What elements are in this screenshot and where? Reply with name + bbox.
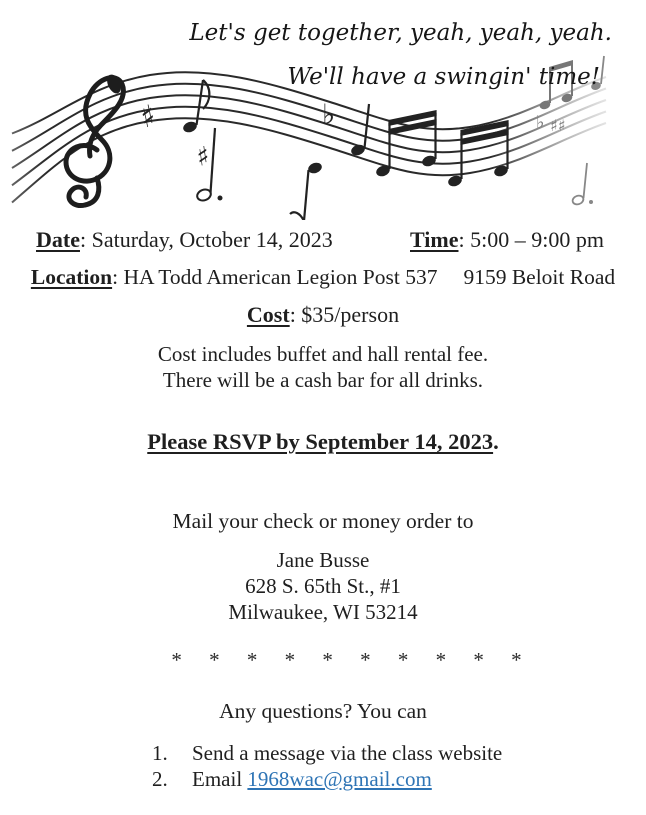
time-label: Time	[410, 227, 459, 252]
cost-value: : $35/person	[289, 302, 400, 327]
location-row	[0, 265, 646, 290]
cost-note-line-1: Cost includes buffet and hall rental fee.	[157, 342, 489, 366]
tagline-line-2: We'll have a swingin' time!	[287, 64, 600, 90]
svg-text:♯♯: ♯♯	[550, 116, 566, 135]
list-item	[0, 767, 646, 793]
location-value: : HA Todd American Legion Post 537	[112, 265, 438, 289]
asterisk-divider: * * * * * * * * * *	[171, 648, 523, 672]
questions-heading: Any questions? You can	[219, 699, 427, 723]
time-value: : 5:00 – 9:00 pm	[458, 227, 604, 252]
list-item-text: Send a message via the class website	[192, 741, 503, 765]
email-prefix: Email	[192, 767, 248, 791]
location-label: Location	[30, 265, 113, 289]
recipient-city: Milwaukee, WI 53214	[228, 600, 418, 624]
list-item-number: 2.	[152, 767, 168, 791]
date-label: Date	[36, 227, 80, 252]
date-value: : Saturday, October 14, 2023	[79, 227, 333, 252]
tagline-line-1: Let's get together, yeah, yeah, yeah.	[189, 20, 612, 46]
time-field	[410, 227, 604, 253]
date-field	[36, 227, 333, 253]
list-item	[0, 741, 646, 767]
rsvp-text: Please RSVP by September 14, 2023	[147, 429, 494, 454]
list-item-text	[192, 767, 432, 792]
cost-row	[0, 302, 646, 328]
list-item-number: 1.	[152, 741, 168, 765]
location-address: 9159 Beloit Road	[463, 265, 616, 289]
recipient-street: 628 S. 65th St., #1	[245, 574, 401, 598]
cost-note-line-2: There will be a cash bar for all drinks.	[162, 368, 484, 392]
mail-intro-line: Mail your check or money order to	[172, 509, 474, 533]
svg-text:♭: ♭	[536, 112, 545, 133]
rsvp-period: .	[493, 429, 499, 454]
music-staff-decoration	[0, 28, 646, 220]
date-time-row	[0, 227, 646, 255]
email-link[interactable]: 1968wac@gmail.com	[247, 767, 432, 791]
svg-text:♭: ♭	[322, 98, 336, 131]
cost-label: Cost	[246, 302, 290, 327]
recipient-name: Jane Busse	[276, 548, 370, 572]
svg-text:♯: ♯	[137, 98, 159, 136]
rsvp-line	[0, 429, 646, 455]
svg-text:♯: ♯	[194, 141, 212, 173]
